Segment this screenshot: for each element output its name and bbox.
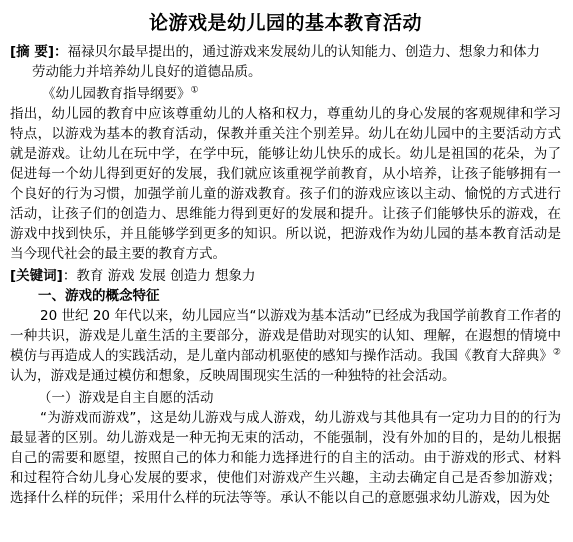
footnote-ref-1: ① [190, 85, 199, 96]
intro-paragraph: 指出，幼儿园的教育中应该尊重幼儿的人格和权力，尊重幼儿的身心发展的客观规律和学习特点，以游戏为基本的教育活动，保教并重关注个别差异。幼儿在幼儿园中的主要活动方式就是游戏。让幼儿在玩中学，在学中玩，能够让幼儿快乐的成长。幼儿是祖国的花朵，为了促进每一个幼儿得到更好的发展，我们就应该重视学前教育，从小培养，让孩子能够拥有一个良好的行为习惯，加强学前儿童的游戏教育。孩子们的游戏应该以主动、愉悦的方式进行活动，让孩子们的创造力、思维能力得到更好的发展和提升。让孩子们能够快乐的游戏，在游戏中找到快乐，并且能够学到更多的知识。所以说，把游戏作为幼儿园的基本教育活动是当今现代社会的最主要的教育方式。 [10, 106, 561, 262]
section1-paragraph-part2: 认为，游戏是通过模仿和想象，反映周围现实生活的一种独特的社会活动。 [10, 368, 456, 384]
abstract-line [10, 42, 561, 62]
abstract-text-1: 福禄贝尔最早提出的，通过游戏来发展幼儿的认知能力、创造力、想象力和体力 [67, 44, 541, 60]
subsection1-paragraph: “为游戏而游戏”，这是幼儿游戏与成人游戏，幼儿游戏与其他具有一定功力目的的行为最显著的区别。幼儿游戏是一种无拘无束的活动，不能强制，没有外加的目的，是幼儿根据自己的需要和愿望，按照自己的体力和能力选择进行的自主的活动。由于游戏的形式、材料和过程符合幼儿身心发展的要求，使他们对游戏产生兴趣，主动去确定自己是否参加游戏；选择什么样的玩伴；采用什么样的玩法等等。承认不能以自己的意愿强求幼儿游戏，因为处 [10, 410, 561, 506]
abstract-continuation: 劳动能力并培养幼儿良好的道德品质。 [32, 64, 262, 80]
section1-paragraph-part1: 20 世纪 20 年代以来，幼儿园应当“以游戏为基本活动”已经成为我国学前教育工作者的一种共识，游戏是儿童生活的主要部分，游戏是借助对现实的认知、理解，在遐想的情境中模仿与再造成人的实践活动，是儿童内部动机驱使的感知与操作活动。我国《教育大辞典》 [10, 308, 561, 364]
footnote-ref-2: ② [552, 347, 561, 358]
section-heading-1: 一、游戏的概念特征 [38, 288, 160, 304]
subsection-heading-1: （一）游戏是自主自愿的活动 [38, 390, 214, 406]
abstract-label: [摘 要]： [10, 44, 68, 60]
keywords-text: ：教育 游戏 发展 创造力 想象力 [62, 268, 256, 284]
keywords-line [10, 266, 561, 286]
section1-paragraph [10, 306, 561, 386]
keywords-label: [关键词] [10, 268, 63, 284]
page-title: 论游戏是幼儿园的基本教育活动 [148, 12, 422, 34]
quoted-title-text: 《幼儿园教育指导纲要》 [42, 86, 191, 102]
quoted-document-title [42, 84, 561, 104]
